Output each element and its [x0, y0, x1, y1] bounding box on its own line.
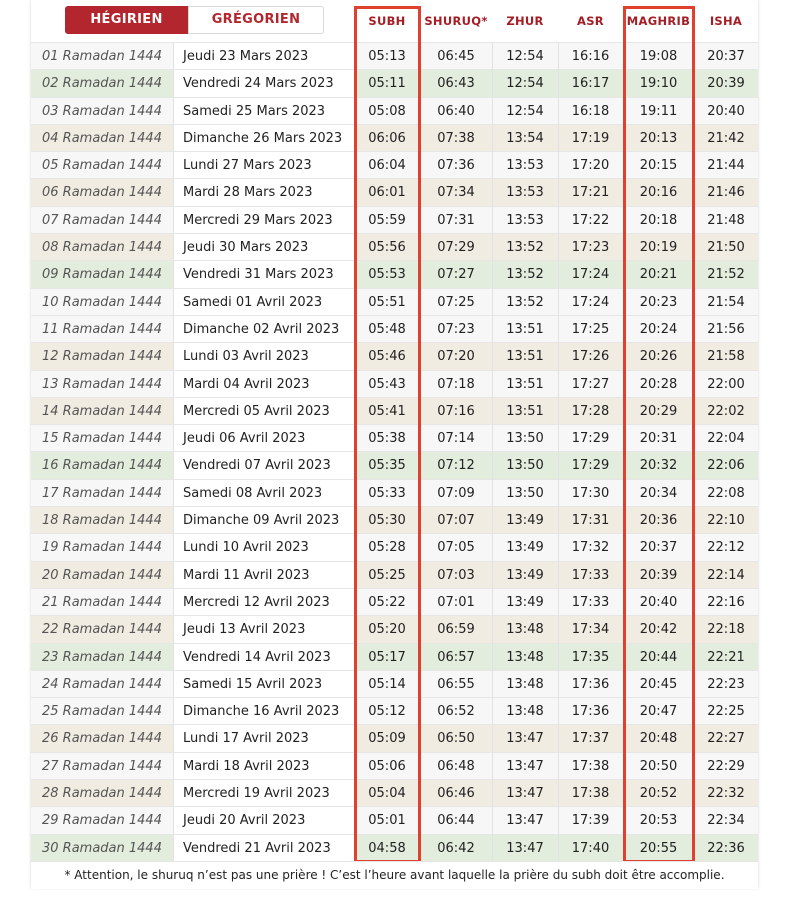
gregorian-date: Lundi 17 Avril 2023: [174, 725, 354, 752]
zhur-time: 13:54: [506, 130, 544, 146]
maghrib-time: 19:08: [639, 49, 678, 64]
table-row: [31, 124, 758, 151]
shuruq-time: 07:18: [437, 376, 475, 392]
zhur-time: 13:49: [506, 540, 544, 556]
isha-time: 22:10: [707, 513, 745, 529]
asr-time: 17:40: [571, 840, 610, 856]
subh-time: 06:01: [368, 185, 406, 201]
subh-time: 05:12: [368, 704, 406, 720]
table-row: [31, 779, 758, 806]
maghrib-time: 20:39: [639, 567, 678, 583]
shuruq-time: 07:12: [437, 458, 475, 474]
gregorian-date: Jeudi 20 Avril 2023: [174, 807, 354, 834]
hijri-date: 02 Ramadan 1444: [42, 76, 162, 92]
column-header-maghrib: MAGHRIB: [626, 14, 691, 28]
shuruq-time: 07:27: [437, 267, 475, 283]
gregorian-date: Samedi 08 Avril 2023: [174, 480, 354, 507]
table-row: [31, 233, 758, 260]
isha-time: 22:12: [707, 540, 745, 556]
subh-time: 05:04: [368, 786, 406, 802]
table-row: [31, 206, 758, 233]
shuruq-time: 06:43: [437, 76, 475, 92]
isha-time: 21:58: [707, 349, 745, 365]
zhur-time: 13:52: [506, 240, 544, 256]
isha-time: 22:36: [707, 840, 745, 856]
isha-time: 22:08: [707, 485, 745, 501]
hijri-date: 05 Ramadan 1444: [42, 158, 162, 174]
table-row: [31, 397, 758, 424]
maghrib-time: 20:32: [639, 458, 678, 474]
subh-time: 05:59: [368, 212, 406, 228]
asr-time: 17:36: [571, 704, 610, 720]
hijri-date: 08 Ramadan 1444: [42, 240, 162, 256]
table-row: [31, 588, 758, 615]
maghrib-time: 20:48: [639, 731, 678, 747]
maghrib-time: 20:24: [639, 321, 678, 337]
gregorian-date: Vendredi 24 Mars 2023: [174, 70, 354, 97]
hijri-date: 15 Ramadan 1444: [42, 431, 162, 447]
hijri-date: 03 Ramadan 1444: [42, 103, 162, 119]
isha-time: 22:16: [707, 594, 745, 610]
zhur-time: 13:53: [506, 158, 544, 174]
isha-time: 22:02: [707, 403, 745, 419]
asr-time: 17:32: [571, 540, 610, 556]
hijri-date: 09 Ramadan 1444: [42, 267, 162, 283]
zhur-time: 12:54: [506, 103, 544, 119]
zhur-time: 13:53: [506, 185, 544, 201]
zhur-time: 13:50: [506, 431, 544, 447]
gregorian-date: Jeudi 23 Mars 2023: [174, 43, 354, 70]
zhur-time: 13:47: [506, 758, 544, 774]
subh-time: 05:46: [368, 349, 406, 365]
prayer-times-panel: [31, 0, 758, 888]
isha-time: 20:37: [707, 49, 745, 64]
zhur-time: 13:52: [506, 267, 544, 283]
maghrib-time: 20:18: [639, 212, 678, 228]
subh-time: 06:06: [368, 130, 406, 146]
asr-time: 17:19: [571, 130, 610, 146]
hijri-date: 04 Ramadan 1444: [42, 130, 162, 146]
hijri-date: 11 Ramadan 1444: [42, 321, 162, 337]
gregorian-date: Mardi 04 Avril 2023: [174, 371, 354, 398]
asr-time: 17:20: [571, 158, 610, 174]
subh-time: 05:14: [368, 676, 406, 692]
zhur-time: 13:47: [506, 813, 544, 829]
isha-time: 22:32: [707, 786, 745, 802]
maghrib-time: 20:47: [639, 704, 678, 720]
zhur-time: 13:49: [506, 567, 544, 583]
maghrib-time: 20:52: [639, 786, 678, 802]
shuruq-time: 06:48: [437, 758, 475, 774]
shuruq-time: 06:52: [437, 704, 475, 720]
hijri-date: 17 Ramadan 1444: [42, 485, 162, 501]
asr-time: 17:34: [571, 622, 610, 638]
gregorian-date: Dimanche 16 Avril 2023: [174, 698, 354, 725]
gregorian-date: Dimanche 09 Avril 2023: [174, 507, 354, 534]
subh-time: 05:28: [368, 540, 406, 556]
subh-time: 05:11: [368, 76, 406, 92]
isha-time: 21:56: [707, 321, 745, 337]
gregorian-date: Dimanche 26 Mars 2023: [174, 125, 354, 152]
isha-time: 21:54: [707, 294, 745, 310]
asr-time: 17:24: [571, 294, 610, 310]
table-row: [31, 315, 758, 342]
hijri-date: 24 Ramadan 1444: [42, 676, 162, 692]
isha-time: 22:25: [707, 704, 745, 720]
shuruq-time: 07:03: [437, 567, 475, 583]
gregorian-date: Dimanche 02 Avril 2023: [174, 316, 354, 343]
table-row: [31, 178, 758, 205]
shuruq-time: 06:57: [437, 649, 475, 665]
hijri-date: 07 Ramadan 1444: [42, 212, 162, 228]
hijri-date: 30 Ramadan 1444: [42, 840, 162, 856]
isha-time: 21:42: [707, 130, 745, 146]
shuruq-time: 06:44: [437, 813, 475, 829]
isha-time: 21:46: [707, 185, 745, 201]
table-header: [31, 0, 758, 42]
gregorian-date: Jeudi 30 Mars 2023: [174, 234, 354, 261]
zhur-time: 13:48: [506, 622, 544, 638]
isha-time: 22:23: [707, 676, 745, 692]
gregorian-date: Mercredi 05 Avril 2023: [174, 398, 354, 425]
table-row: [31, 342, 758, 369]
asr-time: 17:38: [571, 786, 610, 802]
tab-hegirien[interactable]: HÉGIRIEN: [65, 6, 188, 34]
hijri-date: 21 Ramadan 1444: [42, 594, 162, 610]
asr-time: 17:22: [571, 212, 610, 228]
column-header-subh: SUBH: [368, 14, 406, 28]
zhur-time: 13:51: [506, 376, 544, 392]
maghrib-time: 20:29: [639, 403, 678, 419]
zhur-time: 13:51: [506, 321, 544, 337]
isha-time: 22:27: [707, 731, 745, 747]
column-header-asr: ASR: [577, 14, 604, 28]
subh-time: 06:04: [368, 158, 406, 174]
asr-time: 17:21: [571, 185, 610, 201]
column-header-zhur: ZHUR: [506, 14, 544, 28]
table-row: [31, 370, 758, 397]
subh-time: 05:22: [368, 594, 406, 610]
asr-time: 17:29: [571, 458, 610, 474]
asr-time: 17:33: [571, 567, 610, 583]
hijri-date: 16 Ramadan 1444: [42, 458, 162, 474]
maghrib-time: 20:15: [639, 158, 678, 174]
shuruq-time: 07:36: [437, 158, 475, 174]
gregorian-date: Vendredi 31 Mars 2023: [174, 261, 354, 288]
subh-time: 05:06: [368, 758, 406, 774]
isha-time: 21:44: [707, 158, 745, 174]
table-row: [31, 451, 758, 478]
maghrib-time: 20:13: [639, 130, 678, 146]
table-row: [31, 479, 758, 506]
subh-time: 05:17: [368, 649, 406, 665]
table-row: [31, 506, 758, 533]
subh-time: 05:56: [368, 240, 406, 256]
subh-time: 05:33: [368, 485, 406, 501]
table-row: [31, 724, 758, 751]
zhur-time: 13:48: [506, 704, 544, 720]
maghrib-time: 20:16: [639, 185, 678, 201]
gregorian-date: Jeudi 13 Avril 2023: [174, 616, 354, 643]
hijri-date: 06 Ramadan 1444: [42, 185, 162, 201]
gregorian-date: Vendredi 07 Avril 2023: [174, 452, 354, 479]
gregorian-date: Mardi 11 Avril 2023: [174, 562, 354, 589]
subh-time: 05:25: [368, 567, 406, 583]
hijri-date: 28 Ramadan 1444: [42, 786, 162, 802]
hijri-date: 01 Ramadan 1444: [42, 49, 162, 64]
shuruq-time: 07:01: [437, 594, 475, 610]
shuruq-time: 07:07: [437, 513, 475, 529]
zhur-time: 13:47: [506, 786, 544, 802]
zhur-time: 13:49: [506, 513, 544, 529]
table-row: [31, 752, 758, 779]
maghrib-time: 19:10: [639, 76, 678, 92]
asr-time: 17:39: [571, 813, 610, 829]
isha-time: 22:14: [707, 567, 745, 583]
gregorian-date: Mardi 28 Mars 2023: [174, 179, 354, 206]
table-row: [31, 670, 758, 697]
maghrib-time: 20:40: [639, 594, 678, 610]
column-header-shuruq: SHURUQ*: [424, 14, 488, 28]
zhur-time: 13:51: [506, 403, 544, 419]
asr-time: 17:28: [571, 403, 610, 419]
maghrib-time: 20:44: [639, 649, 678, 665]
subh-time: 05:43: [368, 376, 406, 392]
maghrib-time: 20:31: [639, 431, 678, 447]
isha-time: 22:00: [707, 376, 745, 392]
shuruq-time: 07:25: [437, 294, 475, 310]
maghrib-time: 20:23: [639, 294, 678, 310]
maghrib-time: 20:53: [639, 813, 678, 829]
maghrib-time: 20:50: [639, 758, 678, 774]
subh-time: 04:58: [368, 840, 406, 856]
table-row: [31, 97, 758, 124]
column-header-isha: ISHA: [709, 14, 743, 28]
hijri-date: 14 Ramadan 1444: [42, 403, 162, 419]
subh-time: 05:41: [368, 403, 406, 419]
shuruq-time: 06:50: [437, 731, 475, 747]
subh-time: 05:01: [368, 813, 406, 829]
table-row: [31, 69, 758, 96]
maghrib-time: 20:28: [639, 376, 678, 392]
column-divider: [623, 42, 624, 861]
table-row: [31, 288, 758, 315]
column-divider: [173, 42, 174, 861]
subh-time: 05:51: [368, 294, 406, 310]
isha-time: 22:18: [707, 622, 745, 638]
hijri-date: 13 Ramadan 1444: [42, 376, 162, 392]
zhur-time: 12:54: [506, 76, 544, 92]
subh-time: 05:13: [368, 49, 406, 64]
zhur-time: 13:49: [506, 594, 544, 610]
table-row: [31, 806, 758, 833]
hijri-date: 25 Ramadan 1444: [42, 704, 162, 720]
subh-time: 05:30: [368, 513, 406, 529]
table-row: [31, 424, 758, 451]
zhur-time: 13:48: [506, 649, 544, 665]
subh-time: 05:35: [368, 458, 406, 474]
shuruq-time: 07:16: [437, 403, 475, 419]
gregorian-date: Mercredi 19 Avril 2023: [174, 780, 354, 807]
zhur-time: 13:53: [506, 212, 544, 228]
maghrib-time: 20:55: [639, 840, 678, 856]
asr-time: 17:26: [571, 349, 610, 365]
asr-time: 17:27: [571, 376, 610, 392]
hijri-date: 29 Ramadan 1444: [42, 813, 162, 829]
zhur-time: 13:47: [506, 731, 544, 747]
shuruq-time: 06:59: [437, 622, 475, 638]
gregorian-date: Vendredi 14 Avril 2023: [174, 644, 354, 671]
column-divider: [558, 42, 559, 861]
subh-time: 05:08: [368, 103, 406, 119]
shuruq-time: 06:55: [437, 676, 475, 692]
zhur-time: 13:52: [506, 294, 544, 310]
column-divider: [354, 42, 355, 861]
maghrib-time: 19:11: [639, 103, 678, 119]
shuruq-time: 07:05: [437, 540, 475, 556]
maghrib-time: 20:36: [639, 513, 678, 529]
asr-time: 17:38: [571, 758, 610, 774]
asr-time: 17:29: [571, 431, 610, 447]
isha-time: 22:04: [707, 431, 745, 447]
hijri-date: 19 Ramadan 1444: [42, 540, 162, 556]
maghrib-time: 20:19: [639, 240, 678, 256]
table-row: [31, 151, 758, 178]
zhur-time: 13:50: [506, 458, 544, 474]
shuruq-time: 07:23: [437, 321, 475, 337]
column-divider: [492, 42, 493, 861]
gregorian-date: Jeudi 06 Avril 2023: [174, 425, 354, 452]
asr-time: 17:37: [571, 731, 610, 747]
asr-time: 16:18: [571, 103, 610, 119]
gregorian-date: Samedi 01 Avril 2023: [174, 289, 354, 316]
maghrib-time: 20:45: [639, 676, 678, 692]
gregorian-date: Vendredi 21 Avril 2023: [174, 835, 354, 862]
maghrib-time: 20:34: [639, 485, 678, 501]
shuruq-time: 07:09: [437, 485, 475, 501]
column-divider: [694, 42, 695, 861]
gregorian-date: Lundi 03 Avril 2023: [174, 343, 354, 370]
shuruq-time: 07:31: [437, 212, 475, 228]
isha-time: 20:40: [707, 103, 745, 119]
hijri-date: 27 Ramadan 1444: [42, 758, 162, 774]
shuruq-time: 06:45: [437, 49, 475, 64]
table-row: [31, 834, 758, 861]
maghrib-time: 20:21: [639, 267, 678, 283]
gregorian-date: Lundi 10 Avril 2023: [174, 534, 354, 561]
prayer-times-table: [31, 42, 758, 861]
subh-time: 05:38: [368, 431, 406, 447]
gregorian-date: Samedi 25 Mars 2023: [174, 98, 354, 125]
gregorian-date: Mercredi 29 Mars 2023: [174, 207, 354, 234]
maghrib-time: 20:37: [639, 540, 678, 556]
hijri-date: 12 Ramadan 1444: [42, 349, 162, 365]
maghrib-time: 20:42: [639, 622, 678, 638]
hijri-date: 18 Ramadan 1444: [42, 513, 162, 529]
zhur-time: 13:48: [506, 676, 544, 692]
asr-time: 17:30: [571, 485, 610, 501]
isha-time: 20:39: [707, 76, 745, 92]
shuruq-time: 07:38: [437, 130, 475, 146]
zhur-time: 12:54: [506, 49, 544, 64]
asr-time: 16:16: [571, 49, 610, 64]
asr-time: 16:17: [571, 76, 610, 92]
hijri-date: 10 Ramadan 1444: [42, 294, 162, 310]
maghrib-time: 20:26: [639, 349, 678, 365]
subh-time: 05:09: [368, 731, 406, 747]
tab-gregorien[interactable]: GRÉGORIEN: [188, 6, 324, 34]
column-divider: [420, 42, 421, 861]
zhur-time: 13:50: [506, 485, 544, 501]
subh-time: 05:48: [368, 321, 406, 337]
asr-time: 17:24: [571, 267, 610, 283]
hijri-date: 23 Ramadan 1444: [42, 649, 162, 665]
shuruq-time: 07:29: [437, 240, 475, 256]
shuruq-time: 06:40: [437, 103, 475, 119]
isha-time: 22:29: [707, 758, 745, 774]
isha-time: 22:34: [707, 813, 745, 829]
isha-time: 22:06: [707, 458, 745, 474]
gregorian-date: Mercredi 12 Avril 2023: [174, 589, 354, 616]
shuruq-time: 07:34: [437, 185, 475, 201]
asr-time: 17:25: [571, 321, 610, 337]
footnote: * Attention, le shuruq n’est pas une prière ! C’est l’heure avant laquelle la prière du subh doit être accomplie.: [31, 861, 758, 889]
shuruq-time: 07:14: [437, 431, 475, 447]
table-row: [31, 643, 758, 670]
asr-time: 17:36: [571, 676, 610, 692]
table-row: [31, 42, 758, 69]
hijri-date: 22 Ramadan 1444: [42, 622, 162, 638]
isha-time: 21:52: [707, 267, 745, 283]
isha-time: 21:48: [707, 212, 745, 228]
gregorian-date: Samedi 15 Avril 2023: [174, 671, 354, 698]
zhur-time: 13:51: [506, 349, 544, 365]
zhur-time: 13:47: [506, 840, 544, 856]
isha-time: 22:21: [707, 649, 745, 665]
gregorian-date: Mardi 18 Avril 2023: [174, 753, 354, 780]
table-row: [31, 260, 758, 287]
table-row: [31, 561, 758, 588]
asr-time: 17:31: [571, 513, 610, 529]
shuruq-time: 06:42: [437, 840, 475, 856]
table-row: [31, 615, 758, 642]
table-row: [31, 533, 758, 560]
subh-time: 05:20: [368, 622, 406, 638]
asr-time: 17:35: [571, 649, 610, 665]
table-row: [31, 697, 758, 724]
shuruq-time: 07:20: [437, 349, 475, 365]
asr-time: 17:23: [571, 240, 610, 256]
asr-time: 17:33: [571, 594, 610, 610]
isha-time: 21:50: [707, 240, 745, 256]
hijri-date: 20 Ramadan 1444: [42, 567, 162, 583]
subh-time: 05:53: [368, 267, 406, 283]
hijri-date: 26 Ramadan 1444: [42, 731, 162, 747]
gregorian-date: Lundi 27 Mars 2023: [174, 152, 354, 179]
shuruq-time: 06:46: [437, 786, 475, 802]
